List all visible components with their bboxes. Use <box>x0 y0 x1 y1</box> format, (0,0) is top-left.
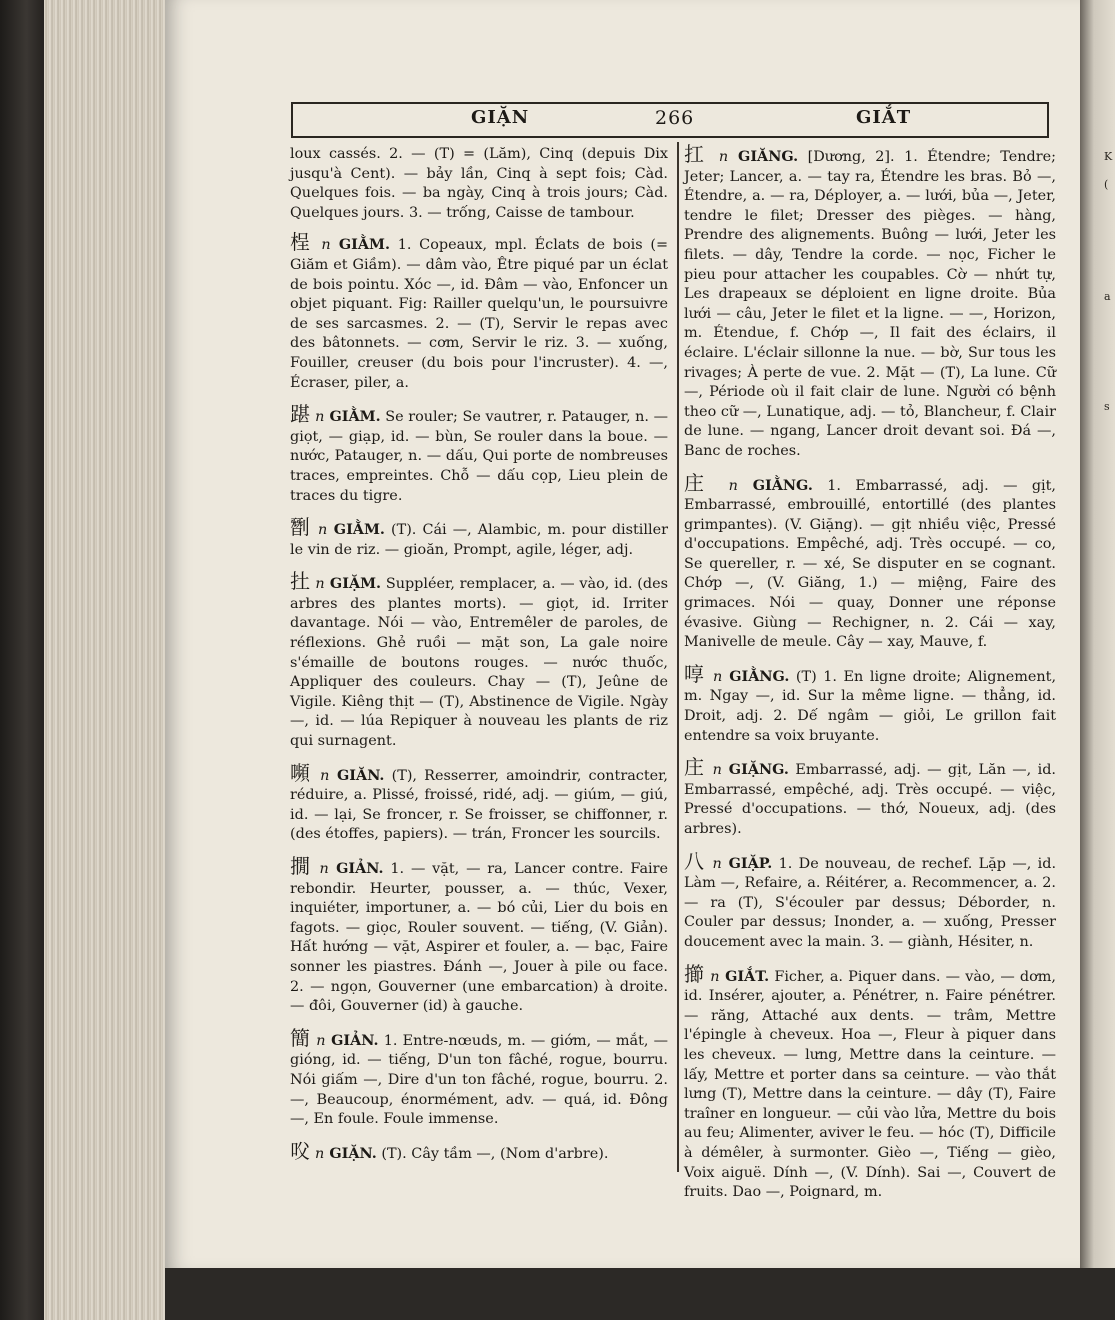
dictionary-entry <box>290 515 669 560</box>
left-column <box>290 145 668 1176</box>
dictionary-entry <box>290 145 668 223</box>
column-divider <box>677 142 679 1172</box>
entry-headword <box>290 402 381 427</box>
entry-definition: 1. De nouveau, de rechef. Lặp —, id. Làm —, Refaire, a. Réitérer, a. Recommencer, a. 2. — ra (T), S'écouler par dessus; Déborder, n. Couler par dessus; Inonder, a. — xuống, Presser doucement avec la main. 3. — giành, Hésiter, n. <box>684 855 1057 950</box>
dictionary-entry <box>684 661 1057 746</box>
entry-headword <box>290 854 384 878</box>
entry-headword <box>290 1138 377 1163</box>
entry-word: GIẰM. <box>338 236 390 254</box>
entry-pos: n <box>315 1145 325 1162</box>
dictionary-entry <box>684 961 1057 1203</box>
entry-pos: n <box>318 522 328 539</box>
entry-definition: 1. — vặt, — ra, Lancer contre. Faire rebondir. Heurter, pousser, a. — thúc, Vexer, inquiéter, importuner, a. — bó củi, Lier du bois en fagots. — giọc, Rouler souvent. — tiếng, (V. Giản). Hất hướng — vặt, Aspirer et fouler, a. — bạc, Faire sonner les piastres. Đánh —, Jouer à pile ou face. 2. — ngọn, Gouverner (une embarcation) à droite. — đôi, Gouverner (id) à gauche. <box>290 861 669 1015</box>
entry-definition: (T) 1. En ligne droite; Alignement, m. Ngay —, id. Sur la même ligne. — thẳng, id. Droit, adj. 2. Dế ngâm — giỏi, Le grillon fait entendre sa voix bruyante. <box>684 668 1057 744</box>
entry-pos: n <box>718 149 729 165</box>
entry-character: 桯 <box>290 230 314 255</box>
entry-pos: n <box>320 767 330 784</box>
entry-definition: Se rouler; Se vautrer, r. Patauger, n. — giọt, — giạp, id. — bùn, Se rouler dans la boue. — nước, Patauger, n. — dấu, Qui porte de nombreuses traces, empreintes. Chỗ — dấu cọp, Lieu plein de traces du tigre. <box>290 409 669 504</box>
dictionary-entry <box>290 402 669 506</box>
entry-word: GIĂNG. <box>738 148 799 165</box>
header-right-word: GIẮT <box>856 107 912 128</box>
entry-word: GIẶP. <box>728 854 773 872</box>
entry-pos: n <box>315 409 325 426</box>
entry-character: 撊 <box>290 854 313 878</box>
dictionary-entry <box>290 230 669 393</box>
entry-word: GIẰNG. <box>752 476 813 494</box>
entry-pos: n <box>316 1032 326 1049</box>
entry-word: GIẰNG. <box>729 667 790 685</box>
dictionary-entry <box>290 569 669 751</box>
entry-word: GIĂN. <box>337 766 385 784</box>
dictionary-entry <box>290 1025 669 1130</box>
entry-pos: n <box>319 861 329 877</box>
entry-definition: Suppléer, remplacer, a. — vào, id. (des arbres des plantes morts). — giọt, id. Irriter davantage. Nói — vào, Entremêler de paroles, de réflexions. Ghẻ ruồi — mặt son, La gale noire s'émaille de boutons rouges. — nước thuốc, Appliquer des couleurs. Chay — (T), Jeûne de Vigile. Kiêng thịt — (T), Abstinence de Vigile. Ngày —, id. — lúa Repiquer à nouveau les plants de riz qui surnagent. <box>290 576 669 750</box>
entry-headword <box>290 515 385 540</box>
entry-definition: [Dương, 2]. 1. Étendre; Tendre; Jeter; Lancer, a. — tay ra, Étendre les bras. Bỏ —, Étendre, a. — ra, Déployer, a. — lưới, bủa —, Jeter, tendre le filet; Dresser des pièges. — hàng, Prendre des alignements. Buông — lưới, Jeter les filets. — dây, Tendre la corde. — nọc, Ficher le pieu pour attacher les coupables. Cờ — nhứt tự, Les drapeaux se déploient en ligne droite. Bủa lưới — câu, Jeter le filet et la ligne. — —, Horizon, m. Étendue, f. Chớp —, Il fait des éclairs, il éclaire. L'éclair sillonne la nue. — bờ, Sur tous les rivages; À perte de vue. 2. Mặt — (T), La lune. Cữ —, Période où il fait clair de lune. Người có bệnh theo cữ —, Lunatique, adj. — tỏ, Blancheur, f. Clair de lune. — ngang, Lancer droit devant soi. Đá —, Banc de roches. <box>684 149 1057 459</box>
entry-definition: Ficher, a. Piquer dans. — vào, — dơm, id. Insérer, ajouter, a. Pénétrer, n. Faire pénétrer. — răng, Attaché aux dents. — trâm, Mettre l'épingle à cheveux. Hoa —, Fleur à piquer dans les cheveux. — lưng, Mettre dans la ceinture. — lấy, Mettre et porter dans sa ceinture. — vào thắt lưng (T), Mettre dans la ceinture. — dây (T), Faire traîner en longueur. — củi vào lửa, Mettre du bois au feu; Alimenter, aviver le feu. — hóc (T), Difficile à démêler, à surmonter. Gièo —, Tiếng — gièo, Voix aiguë. Dính —, (V. Dính). Sai —, Couvert de fruits. Dao —, Poignard, m. <box>684 968 1057 1201</box>
book-page-edges <box>0 0 170 1320</box>
entry-word: GIẢN. <box>336 860 384 877</box>
entry-character: 踸 <box>290 402 311 427</box>
entry-pos: n <box>710 968 720 985</box>
entry-word: GIẢN. <box>331 1031 379 1049</box>
entry-definition: 1. Entre-nœuds, m. — giớm, — mắt, — gióng, id. — tiếng, D'un ton fâché, rogue, bourru. Nói giấm —, Dire d'un ton fâché, rogue, bourru. 2. —, Beaucoup, énormément, adv. — quá, id. Đông —, En foule. Foule immense. <box>290 1032 669 1128</box>
header-left-word: GIẶN <box>471 107 530 128</box>
entry-character: 庄 <box>684 470 714 495</box>
entry-pos: n <box>728 477 738 494</box>
next-page-fragment: a <box>1104 290 1111 303</box>
next-page-fragment: K <box>1104 150 1113 163</box>
entry-character: 扗 <box>290 569 311 594</box>
entry-character: 擳 <box>684 961 705 986</box>
entry-headword <box>684 142 799 166</box>
book-cover-spine <box>0 0 44 1320</box>
next-page-fragment: ( <box>1104 178 1109 191</box>
entry-word: GIẶN. <box>329 1144 377 1162</box>
entry-pos: n <box>315 576 325 593</box>
dictionary-entry <box>290 760 669 845</box>
next-page-fragment: s <box>1104 400 1110 413</box>
entry-headword <box>290 1025 379 1050</box>
page-shadow <box>165 1268 1115 1320</box>
entry-definition: loux cassés. 2. — (T) = (Lăm), Cinq (depuis Dix jusqu'à Cent). — bảy lần, Cinq à sept fois; Càd. Quelques fois. — ba ngày, Cinq à trois jours; Càd. Quelques jours. 3. — trống, Caisse de tambour. <box>290 146 668 221</box>
entry-definition: (T). Cây tầm —, (Nom d'arbre). <box>381 1145 609 1162</box>
entry-pos: n <box>321 237 331 254</box>
entry-headword <box>684 470 813 495</box>
page-header <box>291 102 1049 138</box>
right-column <box>684 142 1057 1215</box>
entry-character: 㔆 <box>290 515 312 540</box>
entry-word: GIẰM. <box>333 521 385 539</box>
entry-pos: n <box>712 855 722 872</box>
entry-word: GIẰM. <box>329 408 381 426</box>
entry-definition: (T). Cái —, Alambic, m. pour distiller le vin de riz. — gioăn, Prompt, agile, léger, adj. <box>290 522 669 558</box>
entry-character: 八 <box>684 848 706 873</box>
dictionary-entry <box>684 755 1057 839</box>
entry-definition: 1. Embarrassé, adj. — gịt, Embarrassé, embrouillé, entortillé (des plantes grimpantes). (V. Giặng). — gịt nhiều việc, Pressé d'occupations. Empêché, adj. Très occupé. — co, Se quereller, r. — xé, Se disputer en se cognant. Chớp —, (V. Giăng, 1.) — miệng, Faire des grimaces. Nói — quay, Donner une réponse évasive. Giùng — Rechigner, n. 2. Cái — xay, Manivelle de meule. Cây — xay, Mauve, f. <box>684 477 1057 651</box>
dictionary-entry <box>684 848 1057 953</box>
entry-headword <box>684 755 789 780</box>
page-number: 266 <box>655 107 695 129</box>
entry-headword <box>684 661 790 686</box>
entry-character: 庄 <box>684 755 706 780</box>
entry-word: GIẶNG. <box>728 761 789 779</box>
dictionary-entry <box>684 470 1057 653</box>
entry-pos: n <box>712 762 722 779</box>
entry-character: 嚬 <box>290 760 313 785</box>
entry-word: GIẶM. <box>329 575 382 593</box>
entry-character: 㕮 <box>290 1138 310 1163</box>
entry-headword <box>684 848 773 873</box>
entry-definition: (T), Resserrer, amoindrir, contracter, réduire, a. Plissé, froissé, ridé, adj. — giúm, — giú, id. — lại, Se froncer, r. Se froisser, se chiffonner, r. (des étoffes, papiers). — trán, Froncer les sourcils. <box>290 767 669 843</box>
dictionary-entry <box>290 1138 668 1165</box>
entry-headword <box>290 230 390 255</box>
entry-pos: n <box>712 668 723 685</box>
dictionary-entry <box>290 854 669 1017</box>
next-page-edge <box>1080 0 1115 1268</box>
entry-character: 啍 <box>684 661 706 686</box>
entry-headword <box>290 760 385 785</box>
entry-headword <box>684 961 770 986</box>
entry-definition: Embarrassé, adj. — gịt, Lăn —, id. Embarrassé, empêché, adj. Très occupé. — việc, Pressé d'occupations. — thớ, Noueux, adj. (des arbres). <box>684 762 1057 837</box>
dictionary-entry <box>684 142 1057 462</box>
entry-definition: 1. Copeaux, mpl. Éclats de bois (= Giăm et Giầm). — dâm vào, Être piqué par un éclat de bois pointu. Xóc —, id. Đâm — vào, Enfoncer un objet piquant. Fig: Railler quelqu'un, le poursuivre de ses sarcasmes. 2. — (T), Servir le repas avec des bâtonnets. — cơm, Servir le riz. 3. — xuống, Fouiller, creuser (du bois pour l'incruster). 4. —, Écraser, piler, a. <box>290 237 669 391</box>
entry-headword <box>290 569 382 594</box>
entry-character: 扛 <box>684 142 709 166</box>
entry-word: GIẮT. <box>725 967 770 985</box>
entry-character: 簡 <box>290 1025 311 1050</box>
